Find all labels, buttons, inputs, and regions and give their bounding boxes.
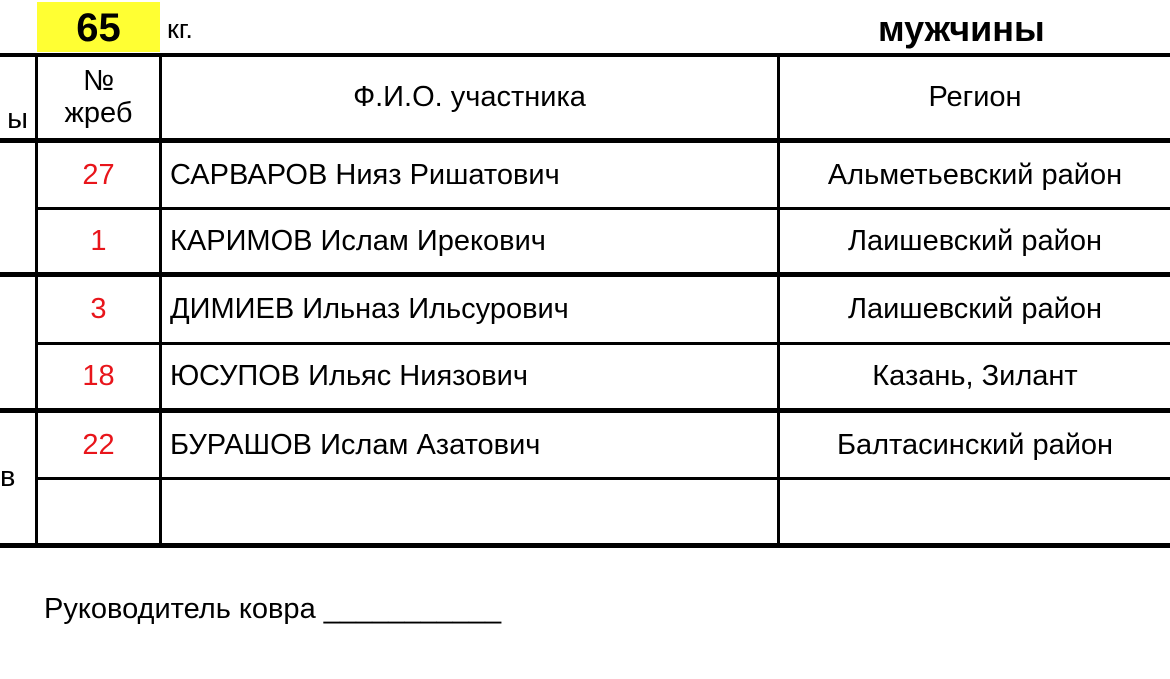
- region-cell: [780, 480, 1170, 543]
- column-header-region-text: Регион: [928, 81, 1022, 113]
- draw-number-cell: 18: [82, 360, 115, 392]
- participant-name-cell: [162, 480, 777, 543]
- participant-name-cell: ЮСУПОВ Ильяс Ниязович: [170, 360, 528, 392]
- column-header-draw-number: [38, 57, 159, 138]
- left-column-fragment: в: [0, 460, 16, 493]
- draw-number-cell: 22: [82, 428, 115, 461]
- region-cell: Балтасинский район: [836, 428, 1114, 461]
- column-header-name: [162, 57, 777, 138]
- weight-category-box: [37, 2, 160, 52]
- column-header-draw-line2: жреб: [64, 96, 133, 129]
- region-cell: Альметьевский район: [827, 158, 1123, 191]
- left-column-header-fragment: [0, 57, 35, 138]
- draw-number-cell: 27: [82, 158, 115, 191]
- mat-supervisor-signature-line: Руководитель ковра ___________: [44, 593, 502, 625]
- participant-name-cell: САРВАРОВ Нияз Ришатович: [170, 158, 560, 191]
- participant-name-cell: ДИМИЕВ Ильназ Ильсурович: [170, 293, 569, 325]
- region-cell: Лаишевский район: [847, 224, 1103, 257]
- participant-name-cell: КАРИМОВ Ислам Ирекович: [170, 224, 546, 257]
- weight-unit: кг.: [167, 14, 193, 44]
- participant-name-cell: БУРАШОВ Ислам Азатович: [170, 428, 541, 461]
- weight-value: 65: [76, 6, 121, 50]
- region-cell: Казань, Зилант: [872, 360, 1078, 392]
- draw-number-cell: [38, 480, 159, 543]
- table-bottom-border: [0, 543, 1170, 548]
- column-header-draw-line1: №: [82, 64, 115, 97]
- left-column-header-text: ы: [7, 103, 28, 135]
- draw-number-cell: 3: [90, 293, 107, 325]
- column-header-name-text: Ф.И.О. участника: [353, 81, 586, 113]
- draw-number-cell: 1: [90, 224, 107, 257]
- region-cell: Лаишевский район: [847, 293, 1103, 325]
- gender-category: мужчины: [878, 8, 1045, 49]
- column-header-region: [780, 57, 1170, 138]
